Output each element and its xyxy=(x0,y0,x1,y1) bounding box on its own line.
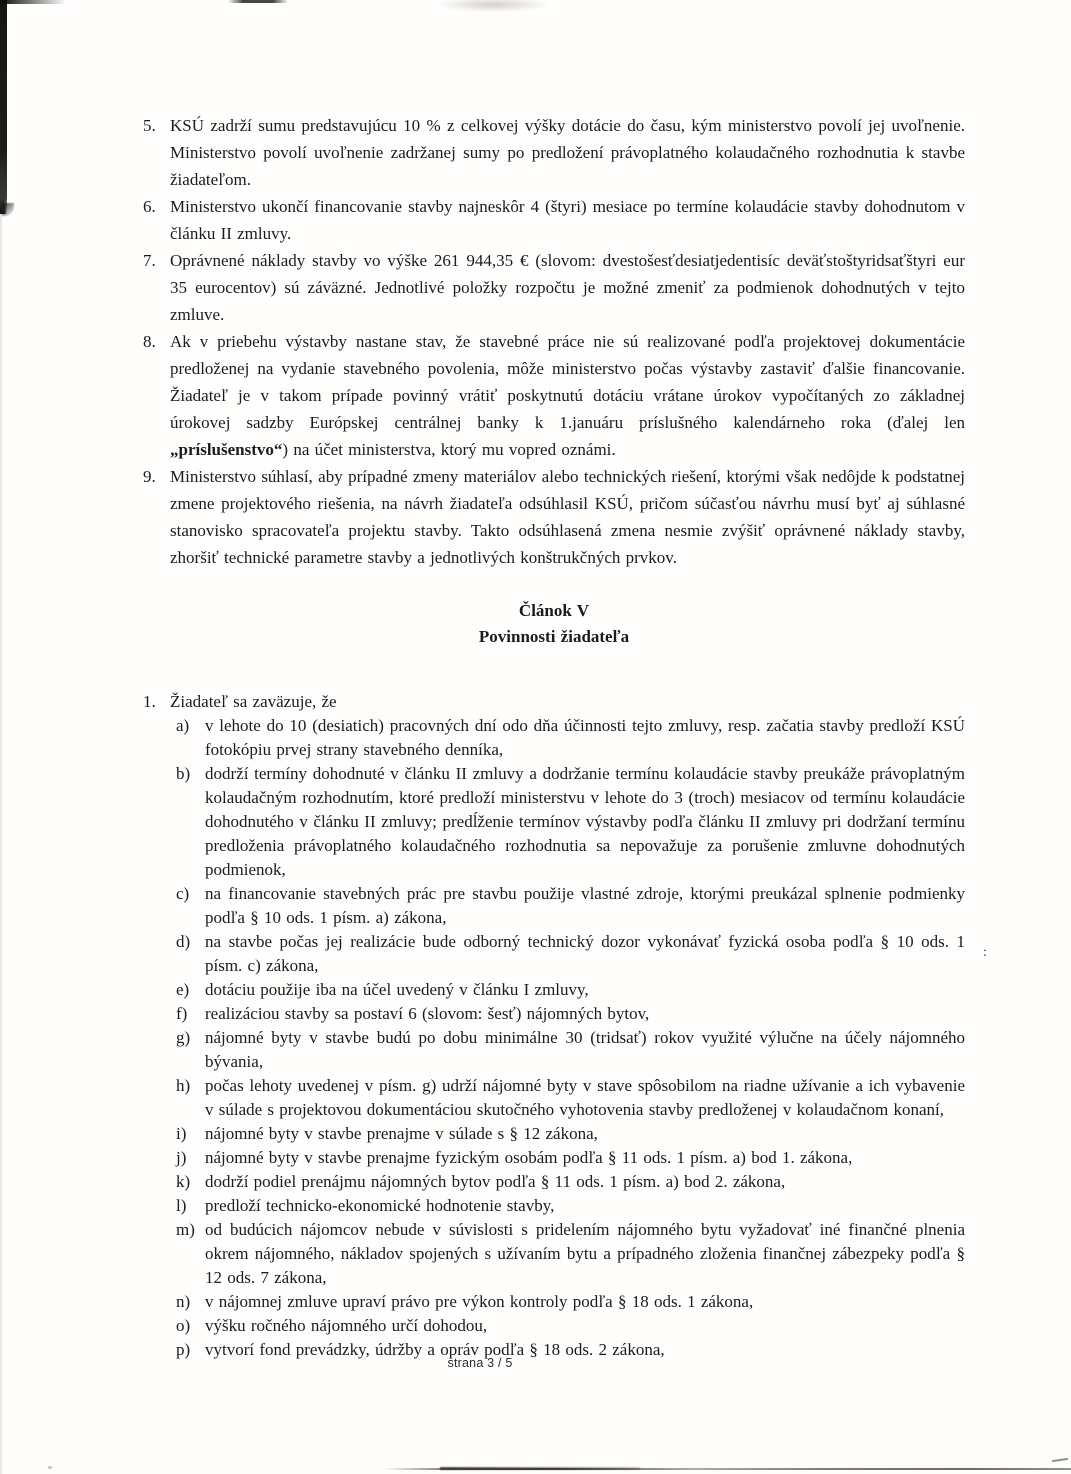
bold-defined-term: „príslušenstvo“ xyxy=(170,440,283,459)
item-letter: i) xyxy=(176,1124,187,1143)
item-text: Ministerstvo súhlasí, aby prípadné zmeny materiálov alebo technických riešení, ktorými však nedôjde k podstatnej zmene projektového riešenia, na návrh žiadateľa odsúhlasil KSÚ, pričom súčasťou návrhu musí byť aj súhlasné stanovisko spracovateľa projektu stavby. Takto odsúhlasená zmena nesmie zvýšiť oprávnené náklady stavby, zhoršiť technické parametre stavby a jednotlivých konštrukčných prvkov. xyxy=(170,467,965,567)
lettered-item-n xyxy=(176,1290,965,1314)
item-letter: c) xyxy=(176,884,190,903)
numbered-item-5 xyxy=(143,112,965,193)
scan-artifact-bottom-line-dark xyxy=(440,1467,640,1470)
item-number: 8. xyxy=(143,332,156,351)
item-text: nájomné byty v stavbe prenajme fyzickým osobám podľa § 11 ods. 1 písm. a) bod 1. zákona, xyxy=(205,1148,853,1167)
obligations-section xyxy=(143,690,965,1362)
item-text: nájomné byty v stavbe prenajme v súlade s § 12 zákona, xyxy=(205,1124,598,1143)
item-text: dodrží termíny dohodnuté v článku II zmluvy a dodržanie termínu kolaudácie stavby preukáže právoplatným kolaudačným rozhodnutím, ktoré predloží ministerstvu v lehote do 3 (troch) mesiacov od termínu kolaudácie dohodnutého v článku II zmluvy; predĺženie termínov výstavby podľa článku II zmluvy pri dodržaní termínu predloženia právoplatného kolaudačného rozhodnutia sa nepovažuje za porušenie zmluvne dohodnutých podmienok, xyxy=(205,764,965,879)
item-text: KSÚ zadrží sumu predstavujúcu 10 % z celkovej výšky dotácie do času, kým ministerstvo povolí jej uvoľnenie. Ministerstvo povolí uvoľnenie zadržanej sumy po predložení právoplatného kolaudačného rozhodnutia k stavbe žiadateľom. xyxy=(170,116,965,189)
article-heading xyxy=(143,598,965,650)
item-letter: j) xyxy=(176,1148,187,1167)
obligations-intro: Žiadateľ sa zaväzuje, že xyxy=(170,692,337,711)
item-text: predloží technicko-ekonomické hodnotenie stavby, xyxy=(205,1196,555,1215)
item-letter: o) xyxy=(176,1316,191,1335)
document-body xyxy=(143,112,965,1362)
item-letter: g) xyxy=(176,1028,191,1047)
item-text: vytvorí fond prevádzky, údržby a opráv podľa § 18 ods. 2 zákona, xyxy=(205,1340,665,1359)
lettered-item-j xyxy=(176,1146,965,1170)
item-number: 6. xyxy=(143,197,156,216)
item-text: dotáciu použije iba na účel uvedený v článku I zmluvy, xyxy=(205,980,589,999)
lettered-item-f xyxy=(176,1002,965,1026)
numbered-item-7 xyxy=(143,247,965,328)
lettered-item-b xyxy=(176,762,965,882)
item-text: v lehote do 10 (desiatich) pracovných dní odo dňa účinnosti tejto zmluvy, resp. začatia stavby predloží KSÚ fotokópiu prvej strany stavebného denníka, xyxy=(205,716,965,759)
article-subtitle: Povinnosti žiadateľa xyxy=(478,627,630,646)
item-text: nájomné byty v stavbe budú po dobu minimálne 30 (tridsať) rokov využité výlučne na účely nájomného bývania, xyxy=(205,1028,965,1071)
item-number: 7. xyxy=(143,251,156,270)
item-text: realizáciou stavby sa postaví 6 (slovom: šesť) nájomných bytov, xyxy=(205,1004,650,1023)
item-text-after: ) na účet ministerstva, ktorý mu vopred oznámi. xyxy=(282,440,616,459)
item-text: výšku ročného nájomného určí dohodou, xyxy=(205,1316,488,1335)
scan-artifact-colon-speck: : xyxy=(983,945,987,960)
item-text xyxy=(170,328,965,463)
item-letter: b) xyxy=(176,764,191,783)
item-number: 9. xyxy=(143,467,156,486)
lettered-item-o xyxy=(176,1314,965,1338)
item-letter: l) xyxy=(176,1196,187,1215)
item-letter: p) xyxy=(176,1340,191,1359)
item-text: Oprávnené náklady stavby vo výške 261 944,35 € (slovom: dvestošesťdesiatjedentisíc deväťstoštyridsaťštyri eur 35 eurocentov) sú záväzné. Jednotlivé položky rozpočtu je možné zmeniť za podmienok dohodnutých v tejto zmluve. xyxy=(170,251,965,324)
scan-artifact-dot xyxy=(48,1466,52,1469)
item-text: Ministerstvo ukončí financovanie stavby najneskôr 4 (štyri) mesiace po termíne kolaudácie stavby dohodnutom v článku II zmluvy. xyxy=(170,197,965,243)
item-number: 5. xyxy=(143,116,156,135)
lettered-item-h xyxy=(176,1074,965,1122)
lettered-item-i xyxy=(176,1122,965,1146)
lettered-item-a xyxy=(176,714,965,762)
item-text: v nájomnej zmluve upraví právo pre výkon kontroly podľa § 18 ods. 1 zákona, xyxy=(205,1292,754,1311)
item-text: na financovanie stavebných prác pre stavbu použije vlastné zdroje, ktorými preukázal splnenie podmienky podľa § 10 ods. 1 písm. a) zákona, xyxy=(205,884,965,927)
scan-artifact-top-smudge xyxy=(437,0,549,12)
item-letter: e) xyxy=(176,980,190,999)
item-text: počas lehoty uvedenej v písm. g) udrží nájomné byty v stave spôsobilom na riadne užívanie a ich vybavenie v súlade s projektovou dokumentáciou skutočného vyhotovenia stavby predloženej v kolaudačnom konaní, xyxy=(205,1076,965,1119)
item-letter: n) xyxy=(176,1292,191,1311)
lettered-item-d xyxy=(176,930,965,978)
article-title: Článok V xyxy=(518,601,590,620)
item-text: na stavbe počas jej realizácie bude odborný technický dozor vykonávať fyzická osoba podľa § 10 ods. 1 písm. c) zákona, xyxy=(205,932,965,975)
item-number: 1. xyxy=(143,692,156,711)
lettered-item-m xyxy=(176,1218,965,1290)
numbered-item-8 xyxy=(143,328,965,463)
item-text: dodrží podiel prenájmu nájomných bytov podľa § 11 ods. 1 písm. a) bod 2. zákona, xyxy=(205,1172,786,1191)
lettered-item-g xyxy=(176,1026,965,1074)
lettered-item-c xyxy=(176,882,965,930)
item-text: od budúcich nájomcov nebude v súvislosti s pridelením nájomného bytu vyžadovať iné finančné plnenia okrem nájomného, nákladov spojených s užívaním bytu a prípadného zloženia finančnej zábezpeky podľa § 12 ods. 7 zákona, xyxy=(205,1220,965,1287)
item-letter: k) xyxy=(176,1172,191,1191)
scan-artifact-left-edge-strip xyxy=(0,0,3,1474)
item-letter: a) xyxy=(176,716,190,735)
item-letter: f) xyxy=(176,1004,188,1023)
page-number: strana 3 / 5 xyxy=(447,1356,513,1370)
numbered-item-6 xyxy=(143,193,965,247)
item-letter: d) xyxy=(176,932,191,951)
item-text-before: Ak v priebehu výstavby nastane stav, že stavebné práce nie sú realizované podľa projektovej dokumentácie predloženej na vydanie stavebného povolenia, môže ministerstvo počas výstavby zastaviť ďalšie financovanie. Žiadateľ je v takom prípade povinný vrátiť poskytnutú dotáciu vrátane úrokov vypočítaných zo základnej úrokovej sadzby Európskej centrálnej banky k 1.januáru príslušného kalendárneho roka (ďalej len xyxy=(170,332,965,432)
lettered-item-l xyxy=(176,1194,965,1218)
numbered-item-9 xyxy=(143,463,965,571)
scan-artifact-top-left-bar xyxy=(0,0,66,4)
scan-artifact-bottom-tick xyxy=(1052,1458,1068,1462)
obligations-intro-row xyxy=(143,690,965,714)
lettered-item-e xyxy=(176,978,965,1002)
item-letter: m) xyxy=(176,1220,195,1239)
lettered-item-k xyxy=(176,1170,965,1194)
item-letter: h) xyxy=(176,1076,191,1095)
scan-artifact-top-mark xyxy=(228,0,288,3)
scan-artifact-left-edge-line xyxy=(0,0,7,214)
lettered-list xyxy=(176,714,965,1362)
scan-artifact-left-line-foot xyxy=(2,203,14,216)
